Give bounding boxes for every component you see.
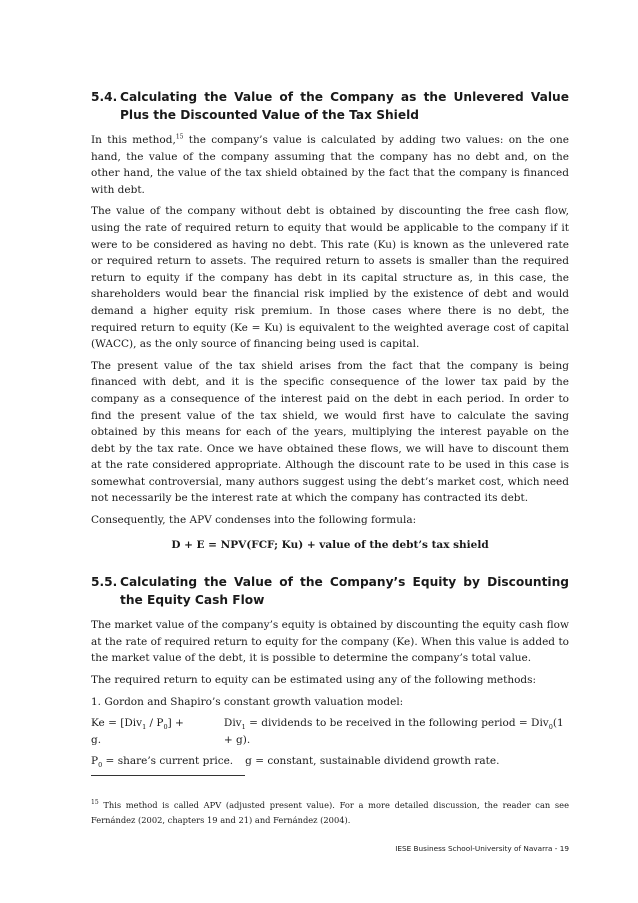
paragraph-equity-value: The market value of the company’s equity is obtained by discounting the equity cash flow at the rate of required return to equity for the company (Ke). When this value is added to the market value of the debt, it is possible to determine the company’s total value. bbox=[91, 619, 569, 665]
main-content bbox=[91, 88, 569, 770]
section-number: 5.5. bbox=[91, 575, 118, 590]
footnote-text: This method is called APV (adjusted present value). For a more detailed discussion, the reader can see Fernández (2002, chapters 19 and 21) and Fernández (2004). bbox=[91, 800, 569, 825]
section-heading-5-5 bbox=[91, 573, 569, 609]
section-title: Calculating the Value of the Company as the Unlevered Value Plus the Discounted Value of the Tax Shield bbox=[120, 90, 569, 122]
paragraph-apv-intro: Consequently, the APV condenses into the following formula: bbox=[91, 514, 417, 527]
paragraph-text: the company’s value is calculated by adding two values: on the one hand, the value of the company assuming that the company has no debt and, on the other hand, the value of the tax shield obtained by the fact that the company is financed with debt. bbox=[91, 134, 569, 196]
formula-ke-gordon bbox=[91, 715, 569, 748]
paragraph-method-intro bbox=[91, 132, 569, 198]
section-number: 5.4. bbox=[91, 90, 118, 104]
paragraph-unlevered-value: The value of the company without debt is obtained by discounting the free cash flow, using the rate of required return to equity that would be applicable to the company if it were to be considered as having no debt. This rate (Ku) is known as the unlevered rate or required return to assets. The required return to assets is smaller than the required return to equity if the company has debt in its capital structure as, in this case, the shareholders would bear the financial risk implied by the existence of debt and would demand a higher equity risk premium. In those cases where there is no debt, the required return to equity (Ke = Ku) is equivalent to the weighted average cost of capital (WACC), as the only source of financing being used is capital. bbox=[91, 205, 569, 351]
formula-definitions bbox=[91, 753, 569, 770]
footnote-number: 15 bbox=[91, 799, 99, 807]
formula-ke: $Ke = [Div_1 / P_0] + g$. bbox=[91, 717, 184, 746]
paragraph-tax-shield: The present value of the tax shield arises from the fact that the company is being financed with debt, and it is the specific consequence of the lower tax paid by the company as a consequence of the interest paid on the debt in each period. In order to find the present value of the tax shield, we would first have to calculate the saving obtained by this means for each of the years, multiplying the interest payable on the debt by the tax rate. Once we have obtained these flows, we will have to discount them at the rate considered appropriate. Although the discount rate to be used in this case is somewhat controversial, many authors suggest using the debt’s market cost, which need not necessarily be the interest rate at which the company has contracted its debt. bbox=[91, 359, 569, 505]
formula-g-definition: g = constant, sustainable dividend growth rate. bbox=[245, 755, 500, 768]
section-title: Calculating the Value of the Company’s Equity by Discounting the Equity Cash Flow bbox=[120, 575, 569, 608]
paragraph-methods-intro: The required return to equity can be estimated using any of the following methods: bbox=[91, 674, 537, 687]
paragraph-text: In this method, bbox=[91, 134, 176, 146]
footnote-ref[interactable]: 15 bbox=[175, 133, 184, 141]
formula-p0-definition: $P_0$ = share’s current price. bbox=[91, 755, 234, 770]
paragraph-gordon-shapiro: 1. Gordon and Shapiro’s constant growth valuation model: bbox=[91, 695, 404, 708]
section-heading-5-4 bbox=[91, 88, 569, 124]
footnote-15 bbox=[91, 798, 569, 827]
page-footer: IESE Business School-University of Navarra - 19 bbox=[395, 844, 569, 853]
formula-div-definition: Div$_1$ = dividends to be received in the following period = Div$_0$(1 + g). bbox=[223, 717, 564, 746]
formula-apv: D + E = NPV(FCF; Ku) + value of the debt’s tax shield bbox=[171, 538, 489, 551]
footnote-divider bbox=[91, 775, 245, 776]
